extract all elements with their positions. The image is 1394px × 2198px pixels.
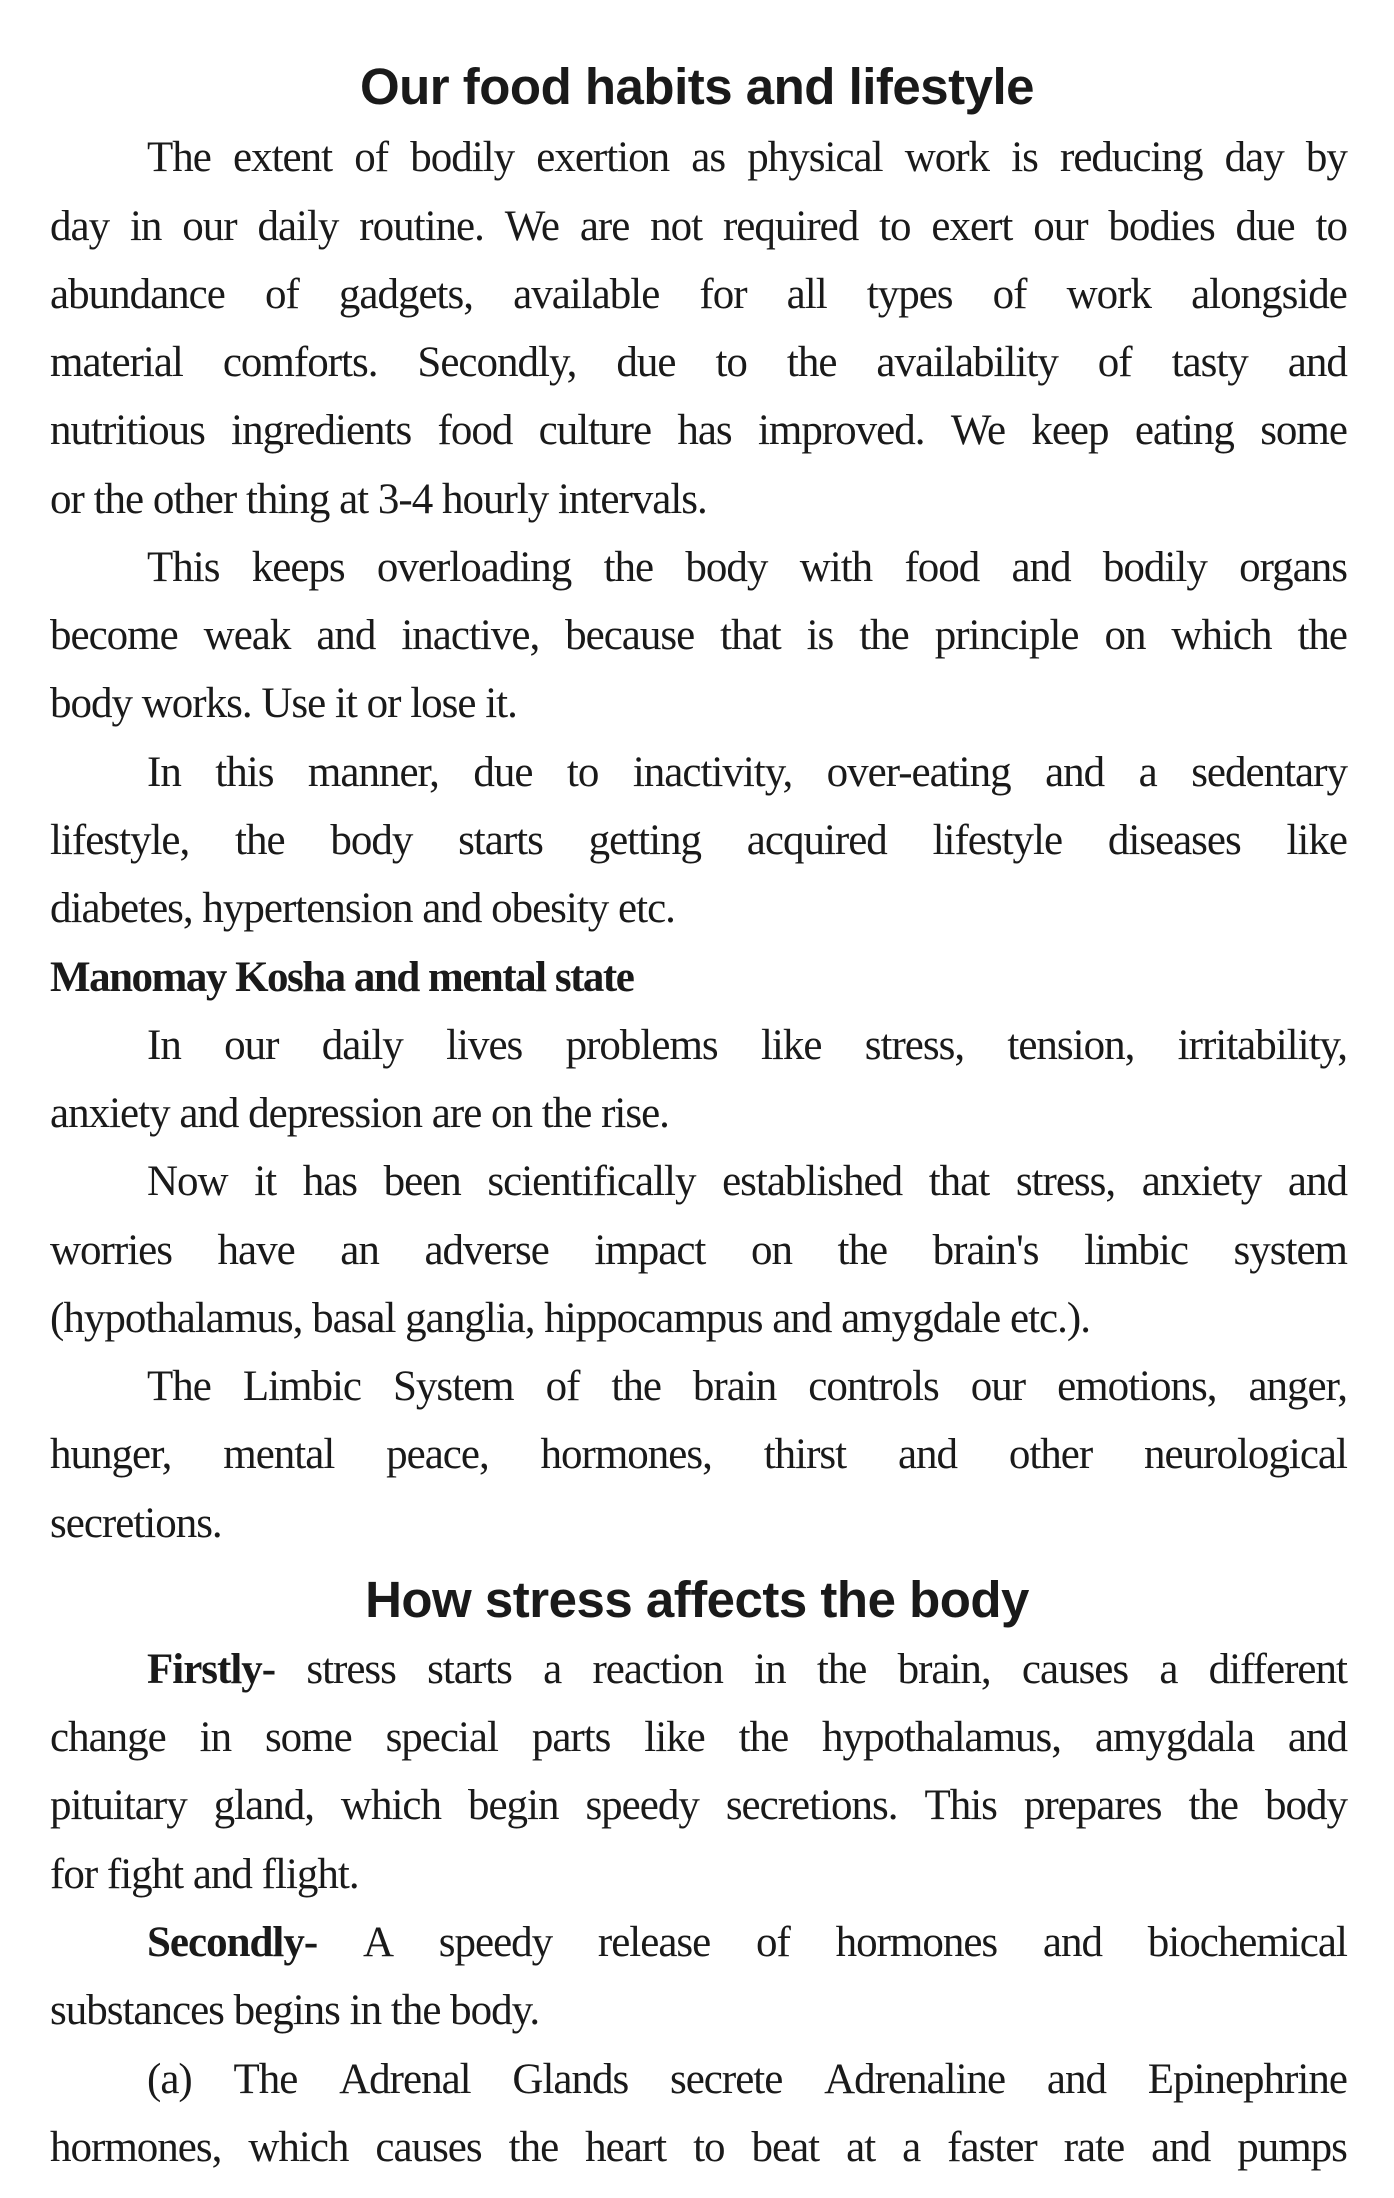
word: and	[1011, 544, 1071, 591]
word: hormones,	[540, 1431, 712, 1478]
word: controls	[808, 1363, 939, 1410]
word: due	[616, 339, 676, 386]
word: and	[1151, 2124, 1211, 2171]
word: to	[1315, 203, 1347, 250]
word: secretions.	[725, 1782, 898, 1829]
paragraph-line	[50, 614, 1347, 657]
word: overloading	[376, 544, 572, 591]
word: as	[691, 134, 726, 181]
word: speedy	[438, 1919, 553, 1966]
word: available	[513, 271, 660, 318]
word: hunger,	[50, 1431, 172, 1478]
word: this	[215, 749, 274, 796]
paragraph-line	[50, 341, 1347, 384]
word: it	[254, 1158, 277, 1205]
word: limbic	[1084, 1227, 1188, 1274]
word: stress,	[1015, 1158, 1116, 1205]
word: release	[597, 1919, 711, 1966]
word: a	[543, 1646, 562, 1693]
word: types	[866, 271, 953, 318]
word: peace,	[386, 1431, 489, 1478]
paragraph-line	[50, 409, 1347, 452]
word: parts	[531, 1714, 611, 1761]
word: hormones	[835, 1919, 998, 1966]
paragraph-line	[147, 751, 1347, 794]
word: established	[722, 1158, 903, 1205]
word: manner,	[307, 749, 439, 796]
word: and	[897, 1431, 958, 1478]
word: the	[603, 544, 654, 591]
word: food	[904, 544, 980, 591]
word: of	[992, 271, 1027, 318]
word: This	[147, 544, 220, 591]
word: the	[1188, 1782, 1238, 1829]
word: an	[340, 1227, 379, 1274]
word: impact	[594, 1227, 706, 1274]
word: work	[904, 134, 990, 181]
word: We	[950, 407, 1006, 454]
word: our	[182, 203, 237, 250]
word: for	[699, 271, 747, 318]
word: scientifically	[487, 1158, 696, 1205]
word: and	[1046, 2056, 1106, 2103]
word: gadgets,	[338, 271, 473, 318]
word: brain	[692, 1363, 777, 1410]
word: food	[437, 407, 513, 454]
word: by	[1305, 134, 1347, 181]
word: causes	[375, 2124, 482, 2171]
paragraph-line	[147, 1365, 1347, 1408]
word: and	[316, 612, 376, 659]
word: In	[147, 749, 181, 796]
word: in	[199, 1714, 232, 1761]
word: worries	[50, 1227, 172, 1274]
word: in	[754, 1646, 786, 1693]
word: a	[902, 2124, 921, 2171]
paragraph-line: substances begins in the body.	[50, 1987, 540, 2034]
word: keep	[1031, 407, 1109, 454]
word: the	[508, 2124, 559, 2171]
word: daily	[321, 1022, 403, 1069]
word: the	[611, 1363, 661, 1410]
word: to	[879, 203, 911, 250]
word: Limbic	[242, 1363, 362, 1410]
word: that	[928, 1158, 990, 1205]
word: that	[720, 612, 781, 659]
word: A	[362, 1919, 393, 1966]
paragraph-line	[50, 2126, 1347, 2169]
word: amygdala	[1094, 1714, 1255, 1761]
word: reaction	[592, 1646, 723, 1693]
word: We	[504, 203, 559, 250]
word: eating	[1134, 407, 1234, 454]
word: to	[693, 2124, 725, 2171]
word: due	[473, 749, 533, 796]
word: comforts.	[222, 339, 378, 386]
word: adverse	[424, 1227, 549, 1274]
word: anger,	[1248, 1363, 1347, 1410]
word: bodies	[1108, 203, 1215, 250]
word: system	[1233, 1227, 1347, 1274]
word: and	[1287, 1158, 1347, 1205]
word: of	[264, 271, 299, 318]
word: special	[385, 1714, 498, 1761]
word: body	[330, 817, 413, 864]
word: irritability,	[1177, 1022, 1347, 1069]
word: pituitary	[50, 1782, 187, 1829]
section-heading-food-habits: Our food habits and lifestyle	[359, 58, 1035, 115]
word: gland,	[213, 1782, 314, 1829]
word: and	[1287, 339, 1347, 386]
word: on	[1104, 612, 1146, 659]
word: (a)	[147, 2056, 192, 2103]
paragraph-line: body works. Use it or lose it.	[50, 680, 517, 727]
word: physical	[747, 134, 883, 181]
word: at	[846, 2124, 876, 2171]
word: different	[1208, 1646, 1347, 1693]
word: starts	[427, 1646, 512, 1693]
paragraph-line	[50, 1229, 1347, 1272]
paragraph-line: anxiety and depression are on the rise.	[50, 1090, 669, 1137]
word: availability	[876, 339, 1058, 386]
word: the	[738, 1714, 789, 1761]
word: starts	[458, 817, 543, 864]
word: is	[1011, 134, 1038, 181]
word: bodily	[1102, 544, 1207, 591]
word: tension,	[1007, 1022, 1135, 1069]
word: stress	[306, 1646, 396, 1693]
word: The	[147, 134, 211, 181]
word: body	[1264, 1782, 1347, 1829]
word: inactive,	[401, 612, 540, 659]
word: causes	[1021, 1646, 1129, 1693]
word: reducing	[1060, 134, 1203, 181]
word: to	[566, 749, 599, 796]
word: has	[302, 1158, 358, 1205]
word: getting	[588, 817, 702, 864]
word: The	[233, 2056, 298, 2103]
word: of	[354, 134, 389, 181]
word: inactivity,	[632, 749, 793, 796]
paragraph-line	[50, 205, 1347, 248]
lead-term: Firstly-	[147, 1646, 276, 1693]
word: other	[1008, 1431, 1093, 1478]
word: The	[147, 1363, 211, 1410]
word: emotions,	[1057, 1363, 1217, 1410]
word: required	[722, 203, 859, 250]
word: bodily	[410, 134, 515, 181]
word: in	[129, 203, 162, 250]
word: mental	[223, 1431, 335, 1478]
word: diseases	[1107, 817, 1241, 864]
word: to	[715, 339, 747, 386]
word: the	[816, 1646, 867, 1693]
word: of	[756, 1919, 790, 1966]
word: ingredients	[231, 407, 412, 454]
word: due	[1235, 203, 1295, 250]
word: Epinephrine	[1147, 2056, 1347, 2103]
word: and	[1045, 749, 1105, 796]
paragraph-line	[147, 136, 1347, 179]
word: our	[224, 1022, 279, 1069]
word: alongside	[1191, 271, 1347, 318]
word: all	[786, 271, 827, 318]
word: day	[1224, 134, 1284, 181]
word: lifestyle,	[50, 817, 190, 864]
word: not	[650, 203, 703, 250]
word: a	[1159, 1646, 1178, 1693]
word: exert	[931, 203, 1013, 250]
word: brain,	[897, 1646, 991, 1693]
word: which	[340, 1782, 441, 1829]
word: with	[799, 544, 873, 591]
word: and	[1287, 1714, 1347, 1761]
word: the	[786, 339, 837, 386]
word: extent	[233, 134, 333, 181]
word: material	[50, 339, 183, 386]
word: keeps	[251, 544, 345, 591]
section-heading-stress: How stress affects the body	[365, 1571, 1029, 1628]
word: day	[50, 203, 110, 250]
word: problems	[565, 1022, 718, 1069]
word: and	[1042, 1919, 1103, 1966]
word: routine.	[359, 203, 484, 250]
paragraph-line: for fight and flight.	[50, 1851, 359, 1898]
word: faster	[947, 2124, 1037, 2171]
word: daily	[257, 203, 339, 250]
word: have	[217, 1227, 295, 1274]
word: pumps	[1237, 2124, 1347, 2171]
paragraph-line	[50, 273, 1347, 316]
paragraph-line	[50, 1784, 1347, 1827]
word: anxiety	[1141, 1158, 1262, 1205]
word: sedentary	[1191, 749, 1347, 796]
word: work	[1066, 271, 1151, 318]
word: principle	[934, 612, 1079, 659]
word: stress,	[864, 1022, 965, 1069]
word: brain's	[932, 1227, 1039, 1274]
paragraph-line	[147, 1024, 1347, 1067]
word: weak	[203, 612, 291, 659]
word: of	[1097, 339, 1132, 386]
word: on	[750, 1227, 792, 1274]
paragraph-line: (hypothalamus, basal ganglia, hippocampus and amygdale etc.).	[50, 1295, 1090, 1342]
paragraph-line	[50, 1716, 1347, 1759]
word: In	[147, 1022, 181, 1069]
word: which	[248, 2124, 349, 2171]
word: body	[685, 544, 768, 591]
word: hypothalamus,	[822, 1714, 1062, 1761]
word: of	[545, 1363, 580, 1410]
paragraph-line	[147, 1648, 1347, 1691]
word: nutritious	[50, 407, 205, 454]
word: are	[579, 203, 630, 250]
word: hormones,	[50, 2124, 222, 2171]
word: begin	[467, 1782, 559, 1829]
word: the	[235, 817, 285, 864]
paragraph-line	[147, 1160, 1347, 1203]
lead-term: Secondly-	[147, 1919, 318, 1966]
paragraph-line: diabetes, hypertension and obesity etc.	[50, 885, 675, 932]
subheading-manomay-kosha: Manomay Kosha and mental state	[50, 954, 634, 1001]
paragraph-line: or the other thing at 3-4 hourly intervals.	[50, 476, 707, 523]
word: heart	[585, 2124, 667, 2171]
word: This	[924, 1782, 997, 1829]
word: the	[1297, 612, 1347, 659]
paragraph-line	[147, 1921, 1347, 1964]
word: like	[1286, 817, 1347, 864]
word: our	[970, 1363, 1026, 1410]
word: lifestyle	[932, 817, 1063, 864]
word: secrete	[669, 2056, 783, 2103]
word: thirst	[763, 1431, 847, 1478]
paragraph-line	[147, 546, 1347, 589]
word: neurological	[1144, 1431, 1347, 1478]
word: some	[1260, 407, 1347, 454]
word: some	[264, 1714, 352, 1761]
word: abundance	[50, 271, 225, 318]
word: because	[565, 612, 695, 659]
word: Now	[147, 1158, 228, 1205]
word: change	[50, 1714, 166, 1761]
word: which	[1171, 612, 1272, 659]
word: been	[383, 1158, 461, 1205]
word: rate	[1063, 2124, 1125, 2171]
paragraph-line	[50, 819, 1347, 862]
paragraph-line: secretions.	[50, 1500, 222, 1547]
word: like	[644, 1714, 705, 1761]
word: improved.	[757, 407, 925, 454]
word: is	[806, 612, 834, 659]
word: organs	[1239, 544, 1347, 591]
word: Glands	[512, 2056, 629, 2103]
word: Adrenal	[339, 2056, 471, 2103]
word: Adrenaline	[824, 2056, 1006, 2103]
word: has	[677, 407, 732, 454]
word: our	[1033, 203, 1088, 250]
word: acquired	[746, 817, 887, 864]
word: over-eating	[826, 749, 1011, 796]
word: speedy	[585, 1782, 699, 1829]
word: Secondly,	[417, 339, 577, 386]
paragraph-line	[147, 2058, 1347, 2101]
word: the	[837, 1227, 888, 1274]
word: beat	[751, 2124, 820, 2171]
word: tasty	[1171, 339, 1248, 386]
word: the	[859, 612, 909, 659]
word: biochemical	[1147, 1919, 1347, 1966]
word: exertion	[536, 134, 670, 181]
word: System	[393, 1363, 514, 1410]
paragraph-line	[50, 1433, 1347, 1476]
word: like	[760, 1022, 822, 1069]
word: become	[50, 612, 178, 659]
word: prepares	[1023, 1782, 1162, 1829]
word: a	[1138, 749, 1157, 796]
word: culture	[538, 407, 652, 454]
word: lives	[446, 1022, 523, 1069]
